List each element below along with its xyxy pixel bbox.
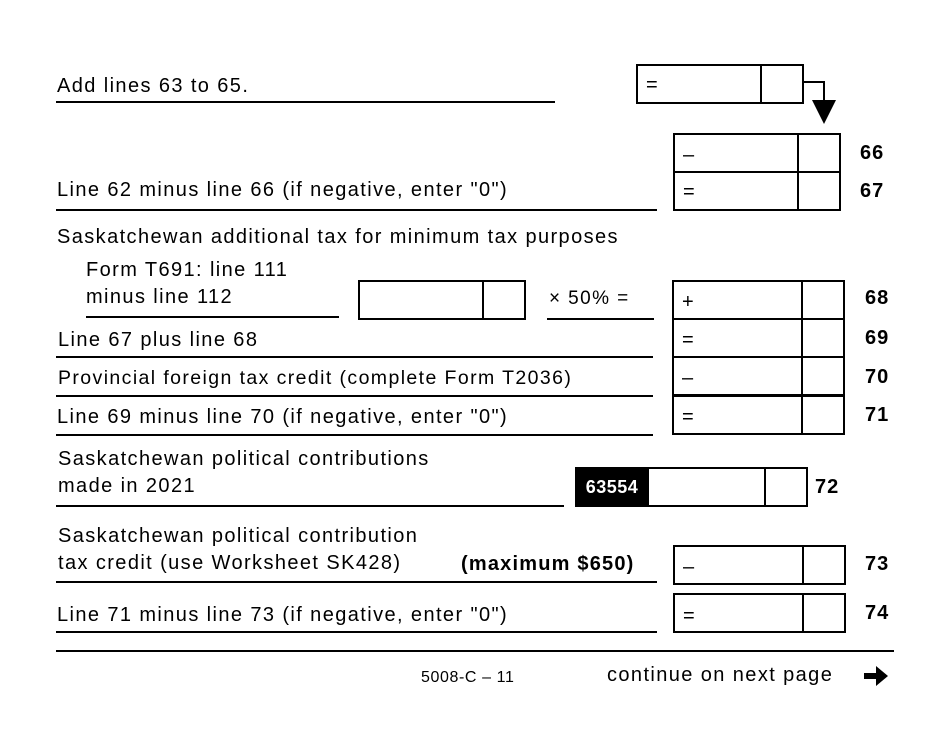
line68-label-line1: Form T691: line 111 (86, 259, 289, 281)
line66-sign: – (683, 144, 695, 166)
arrow-down-icon (800, 76, 846, 128)
line74-underline (56, 631, 657, 633)
line66-amount-field[interactable] (673, 133, 841, 173)
line68-multiplier-underline (547, 318, 654, 320)
line71-cents-divider (801, 395, 803, 435)
line74-label: Line 71 minus line 73 (if negative, enter "0") (57, 604, 509, 626)
line69-underline (56, 356, 653, 358)
line67-number: 67 (860, 180, 885, 202)
line73-number: 73 (865, 553, 890, 575)
line72-label-line1: Saskatchewan political contributions (58, 448, 430, 470)
arrow-right-icon (862, 664, 890, 688)
line66-number: 66 (860, 142, 885, 164)
line65-sign: = (646, 74, 658, 96)
line67-amount-field[interactable] (673, 171, 841, 211)
line74-amount-field[interactable] (673, 593, 846, 633)
line71-underline (56, 434, 653, 436)
line72-underline (56, 505, 564, 507)
line68-number: 68 (865, 287, 890, 309)
line65-label: Add lines 63 to 65. (57, 75, 250, 97)
line70-underline (56, 395, 653, 397)
line74-sign: = (683, 605, 695, 627)
line67-underline (56, 209, 657, 211)
line65-cents-divider (760, 64, 762, 104)
line68-input-cents-divider (482, 280, 484, 320)
line73-label-line2: tax credit (use Worksheet SK428) (58, 552, 402, 574)
line69-number: 69 (865, 327, 890, 349)
line74-cents-divider (802, 593, 804, 633)
line68-cents-divider (801, 280, 803, 320)
line69-cents-divider (801, 318, 803, 358)
line67-sign: = (683, 181, 695, 203)
line66-cents-divider (797, 133, 799, 173)
section-heading: Saskatchewan additional tax for minimum tax purposes (57, 226, 619, 248)
line72-field-code: 63554 (575, 467, 649, 507)
line65-underline (56, 101, 555, 103)
line67-cents-divider (797, 171, 799, 211)
line70-amount-field[interactable] (672, 356, 845, 396)
line68-input-field[interactable] (358, 280, 526, 320)
line68-amount-field[interactable] (672, 280, 845, 320)
line71-label: Line 69 minus line 70 (if negative, enter "0") (57, 406, 509, 428)
line72-amount-field[interactable] (647, 467, 808, 507)
line73-label-line1: Saskatchewan political contribution (58, 525, 419, 547)
line71-number: 71 (865, 404, 890, 426)
line73-underline (56, 581, 657, 583)
line68-underline (86, 316, 339, 318)
line70-sign: – (682, 367, 694, 389)
line68-sign: + (682, 291, 694, 313)
line69-label: Line 67 plus line 68 (58, 329, 259, 351)
line74-number: 74 (865, 602, 890, 624)
line69-amount-field[interactable] (672, 318, 845, 358)
line73-maximum: (maximum $650) (461, 553, 635, 575)
line68-label-line2: minus line 112 (86, 286, 234, 308)
line71-amount-field[interactable] (672, 395, 845, 435)
line71-sign: = (682, 406, 694, 428)
footer-page-code: 5008-C – 11 (421, 669, 515, 686)
line72-cents-divider (764, 467, 766, 507)
line70-number: 70 (865, 366, 890, 388)
line67-label: Line 62 minus line 66 (if negative, enter "0") (57, 179, 509, 201)
line72-number: 72 (815, 476, 840, 498)
line73-amount-field[interactable] (673, 545, 846, 585)
footer-divider (56, 650, 894, 652)
line70-label: Provincial foreign tax credit (complete Form T2036) (58, 367, 573, 389)
footer-continue-text: continue on next page (607, 664, 834, 686)
line73-sign: – (683, 556, 695, 578)
line68-multiplier: × 50% = (549, 288, 630, 309)
line72-label-line2: made in 2021 (58, 475, 197, 497)
line73-cents-divider (802, 545, 804, 585)
line65-amount-field[interactable] (636, 64, 804, 104)
line70-cents-divider (801, 356, 803, 396)
line69-sign: = (682, 329, 694, 351)
